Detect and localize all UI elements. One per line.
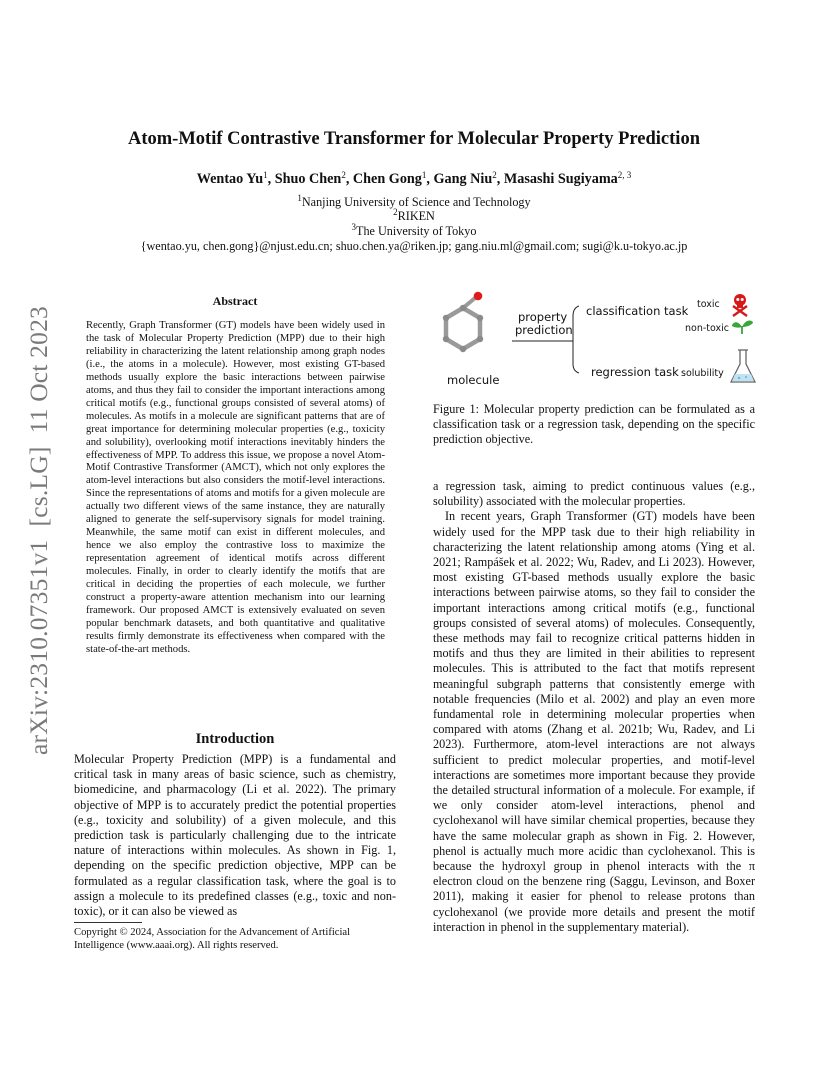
regression-label: regression task [591,365,679,379]
author: Wentao Yu [196,171,264,187]
solubility-label: solubility [681,368,724,379]
introduction-heading: Introduction [195,731,275,747]
affiliation [0,209,828,223]
affiliation [0,224,828,238]
aff-name: RIKEN [397,209,435,223]
figure-caption: Figure 1: Molecular property prediction can be formulated as a classification task or a regression task, depending on the specific prediction objective. [433,402,755,447]
author-sup: 2, 3 [617,170,632,180]
author: Shuo Chen [274,171,342,187]
phenol-molecule [443,292,483,353]
footnote-rule [74,922,142,923]
author-sup: 1 [421,170,427,180]
author-sup: 1 [263,170,268,180]
affiliation [0,195,828,209]
copyright-footnote: Copyright © 2024, Association for the Advancement of Artificial Intelligence (www.aaai.org). All rights reserved. [74,927,351,951]
paragraph: In recent years, Graph Transformer (GT) models have been widely used for the MPP task due to their high reliability in characterizing the latent relationship among atoms (Ying et al. 2021; Rampášek et al. 2022; Wu, Radev, and Li 2023). However, most existing GT-based methods usually explore the basic interactions between pairwise atoms, so they fail to consider the important interactions among critical motifs (e.g., functional groups consisted of several atoms) of molecules. Consequently, these methods may fail to recognize critical patterns hidden in motifs and thus they are limited in their abilities to represent molecules. This is attributed to the fact that motifs represent meaningful subgraph patterns that consistently emerge with notable frequencies (Milo et al. 2002) and play an even more fundamental role in determining molecular properties when compared with atoms (Zhang et al. 2021b; Wu, Radev, and Li 2023). Furthermore, atom-level interactions are not always sufficient to predict molecular properties, and motif-level interactions are sometimes more important because they provide the detailed structural information of a molecule. For example, if we only consider atom-level interactions, phenol and cyclohexanol will have similar chemical properties, because they have the same molecular graph as shown in Fig. 2. However, phenol is actually much more acidic than cyclohexanol. This is because the hydroxyl group in phenol interacts with the π electron cloud on the benzene ring (Saggu, Levinson, and Boxer 2011), making it easier for phenol to release protons than cyclohexanol (we provide more details and present the motif interaction in phenol in the supplementary material). [433,509,755,934]
oxygen-atom [474,292,483,301]
arxiv-watermark: arXiv:2310.07351v1 [cs.LG] 11 Oct 2023 [24,306,53,755]
paragraph: a regression task, aiming to predict continuous values (e.g., solubility) associated with the molecular properties. [433,479,755,509]
abstract-text: Recently, Graph Transformer (GT) models have been widely used in the task of Molecular Property Prediction (MPP) due to their high reliability in characterizing the latent relationship among graph nodes (i.e., the atoms in a molecule). However, most existing GT-based methods usually explore the basic interactions between pairwise atoms, and thus they fail to consider the important interactions among critical motifs (e.g., functional groups consisted of several atoms) of molecules. As motifs in a molecule are significant patterns that are of great importance for determining molecular properties (e.g., toxicity and solubility), overlooking motif interactions inevitably hinders the effectiveness of MPP. To address this issue, we propose a novel Atom-Motif Contrastive Transformer (AMCT), which not only explores the atom-level interactions but also considers the motif-level interactions. Since the representations of atoms and motifs for a given molecule are actually two different views of the same instance, they are naturally aligned to generate the self-supervisory signals for model training. Meanwhile, the same motif can exist in different molecules, and hence we also employ the contrastive loss to maximize the representation agreement of identical motifs across different molecules. Finally, in order to clearly identify the motifs that are critical in deciding the properties of each molecule, we further construct a property-aware attention mechanism into our learning framework. Our proposed AMCT is extensively evaluated on seven popular benchmark datasets, and both quantitative and qualitative results firmly demonstrate its effectiveness when compared with the state-of-the-art methods. [86,320,385,655]
author-sup: 2 [492,170,497,180]
author-sup: 2 [341,170,346,180]
aff-sup: 3 [351,222,357,232]
author-list: Wentao Yu$^1$, Shuo Chen$^2$, Chen Gong$^1$, Gang Niu$^2$, Masashi Sugiyama$^{2, 3}$ [196,170,632,187]
sprout-icon [732,320,753,334]
figure-1 [428,286,760,394]
classification-label: classification task [586,304,689,318]
author: Masashi Sugiyama [503,171,618,187]
author: Chen Gong [352,171,422,187]
abstract-heading: Abstract [212,294,258,308]
author-emails: {wentao.yu, chen.gong}@njust.edu.cn; shuo.chen.ya@riken.jp; gang.niu.ml@gmail.com; sugi@k.u-tokyo.ac.jp [140,239,688,253]
aff-name: The University of Tokyo [356,224,477,238]
author: Gang Niu [433,171,493,187]
paper-title: Atom-Motif Contrastive Transformer for Molecular Property Prediction [128,129,700,149]
property-label-2: prediction [515,323,573,337]
nontoxic-label: non-toxic [685,323,730,334]
aff-name: Nanjing University of Science and Technology [301,195,531,209]
flask-icon [731,350,755,382]
molecule-label: molecule [447,373,500,387]
property-label-1: property [518,310,568,324]
right-column-text [433,479,755,935]
aff-sup: 2 [393,207,398,217]
toxic-label: toxic [697,299,720,310]
introduction-text: Molecular Property Prediction (MPP) is a fundamental and critical task in many areas of basic science, such as chemistry, biomedicine, and pharmacology (Li et al. 2022). The primary objective of MPP is to accurately predict the potential properties (e.g., toxicity and solubility) of a given molecule, and this prediction task is particularly challenging due to the intricate nature of interactions within molecules. As shown in Fig. 1, depending on the specific prediction objective, MPP can be formulated as a regular classification task, where the goal is to assign a molecule to its predefined classes (e.g., toxic and non-toxic), or it can also be viewed as [74,752,396,919]
aff-sup: 1 [297,193,302,203]
skull-icon [733,294,747,316]
